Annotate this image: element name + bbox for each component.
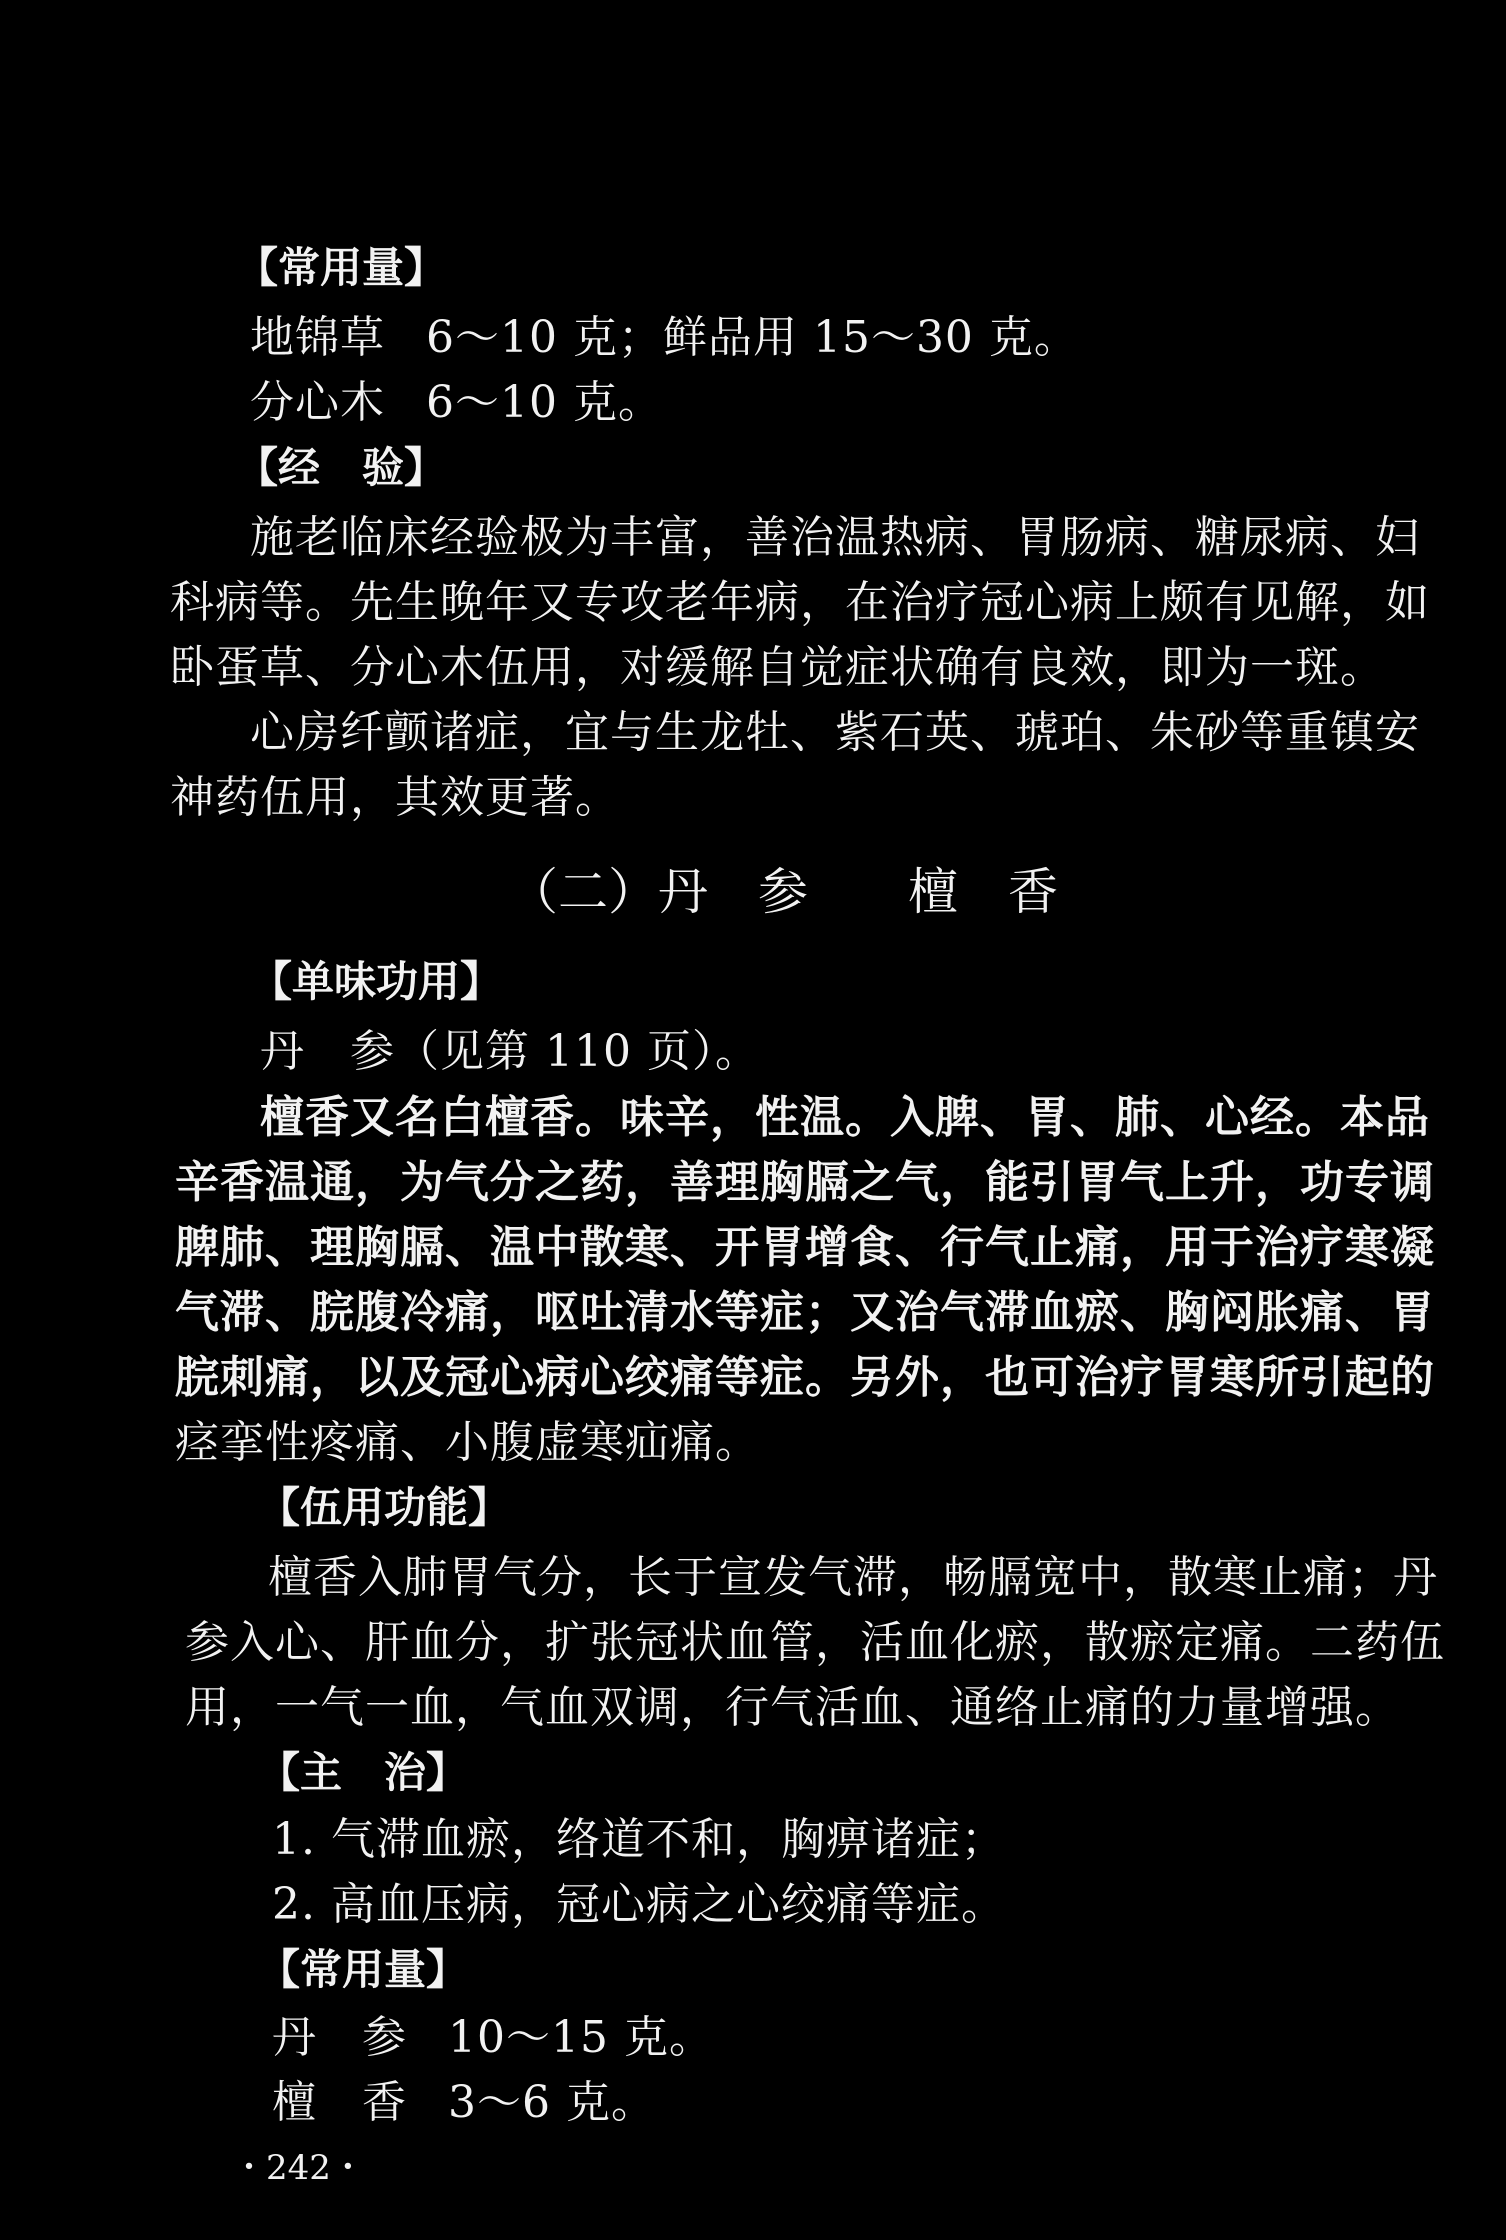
herb-dose: 10～15 克。	[448, 2012, 714, 2063]
paragraph-line: 科病等。先生晚年又专攻老年病，在治疗冠心病上颇有见解，如	[170, 577, 1430, 628]
dosage-item	[272, 2008, 714, 2068]
indication-item: 1. 气滞血瘀，络道不和，胸痹诸症；	[272, 1814, 1006, 1865]
herb-pair-title: （二）丹 参 檀 香	[508, 863, 1058, 921]
dosage-item	[250, 308, 1079, 368]
herb-dose: 6～10 克。	[426, 377, 663, 428]
herb-name: 地锦草	[250, 312, 385, 363]
paragraph-line: 脘刺痛，以及冠心病心绞痛等症。另外，也可治疗胃寒所引起的	[175, 1352, 1435, 1403]
section-heading-dosage: 【常用量】	[258, 1945, 469, 1994]
paragraph-line: 丹 参（见第 110 页）。	[260, 1026, 760, 1077]
paragraph-line: 用，一气一血，气血双调，行气活血、通络止痛的力量增强。	[185, 1682, 1400, 1733]
paragraph-line: 心房纤颤诸症，宜与生龙牡、紫石英、琥珀、朱砂等重镇安	[250, 707, 1420, 758]
indication-item: 2. 高血压病，冠心病之心绞痛等症。	[272, 1879, 1006, 1930]
paragraph-line: 神药伍用，其效更著。	[170, 772, 620, 823]
section-heading-combined-function: 【伍用功能】	[258, 1483, 511, 1532]
paragraph-line: 檀香入肺胃气分，长于宣发气滞，畅膈宽中，散寒止痛；丹	[268, 1552, 1438, 1603]
paragraph-line: 卧蛋草、分心木伍用，对缓解自觉症状确有良效，即为一斑。	[170, 642, 1385, 693]
page-number: ・242・	[232, 2148, 365, 2188]
section-heading-dosage: 【常用量】	[236, 243, 447, 292]
dosage-item	[250, 373, 663, 433]
section-heading-single-function: 【单味功用】	[250, 957, 503, 1006]
paragraph-line: 脾肺、理胸膈、温中散寒、开胃增食、行气止痛，用于治疗寒凝	[175, 1222, 1435, 1273]
section-heading-experience: 【经 验】	[236, 443, 447, 492]
paragraph-line: 檀香又名白檀香。味辛，性温。入脾、胃、肺、心经。本品	[260, 1092, 1430, 1143]
section-heading-indications: 【主 治】	[258, 1748, 469, 1797]
paragraph-line: 辛香温通，为气分之药，善理胸膈之气，能引胃气上升，功专调	[175, 1157, 1435, 1208]
paragraph-line: 气滞、脘腹冷痛，呕吐清水等症；又治气滞血瘀、胸闷胀痛、胃	[175, 1287, 1435, 1338]
paragraph-line: 痉挛性疼痛、小腹虚寒疝痛。	[175, 1417, 760, 1468]
herb-dose: 3～6 克。	[448, 2077, 656, 2128]
paragraph-line: 施老临床经验极为丰富，善治温热病、胃肠病、糖尿病、妇	[250, 512, 1420, 563]
herb-name: 丹 参	[272, 2012, 407, 2063]
herb-name: 分心木	[250, 377, 385, 428]
herb-name: 檀 香	[272, 2077, 407, 2128]
dosage-item	[272, 2073, 656, 2133]
paragraph-line: 参入心、肝血分，扩张冠状血管，活血化瘀，散瘀定痛。二药伍	[185, 1617, 1445, 1668]
herb-dose: 6～10 克；鲜品用 15～30 克。	[426, 312, 1079, 363]
